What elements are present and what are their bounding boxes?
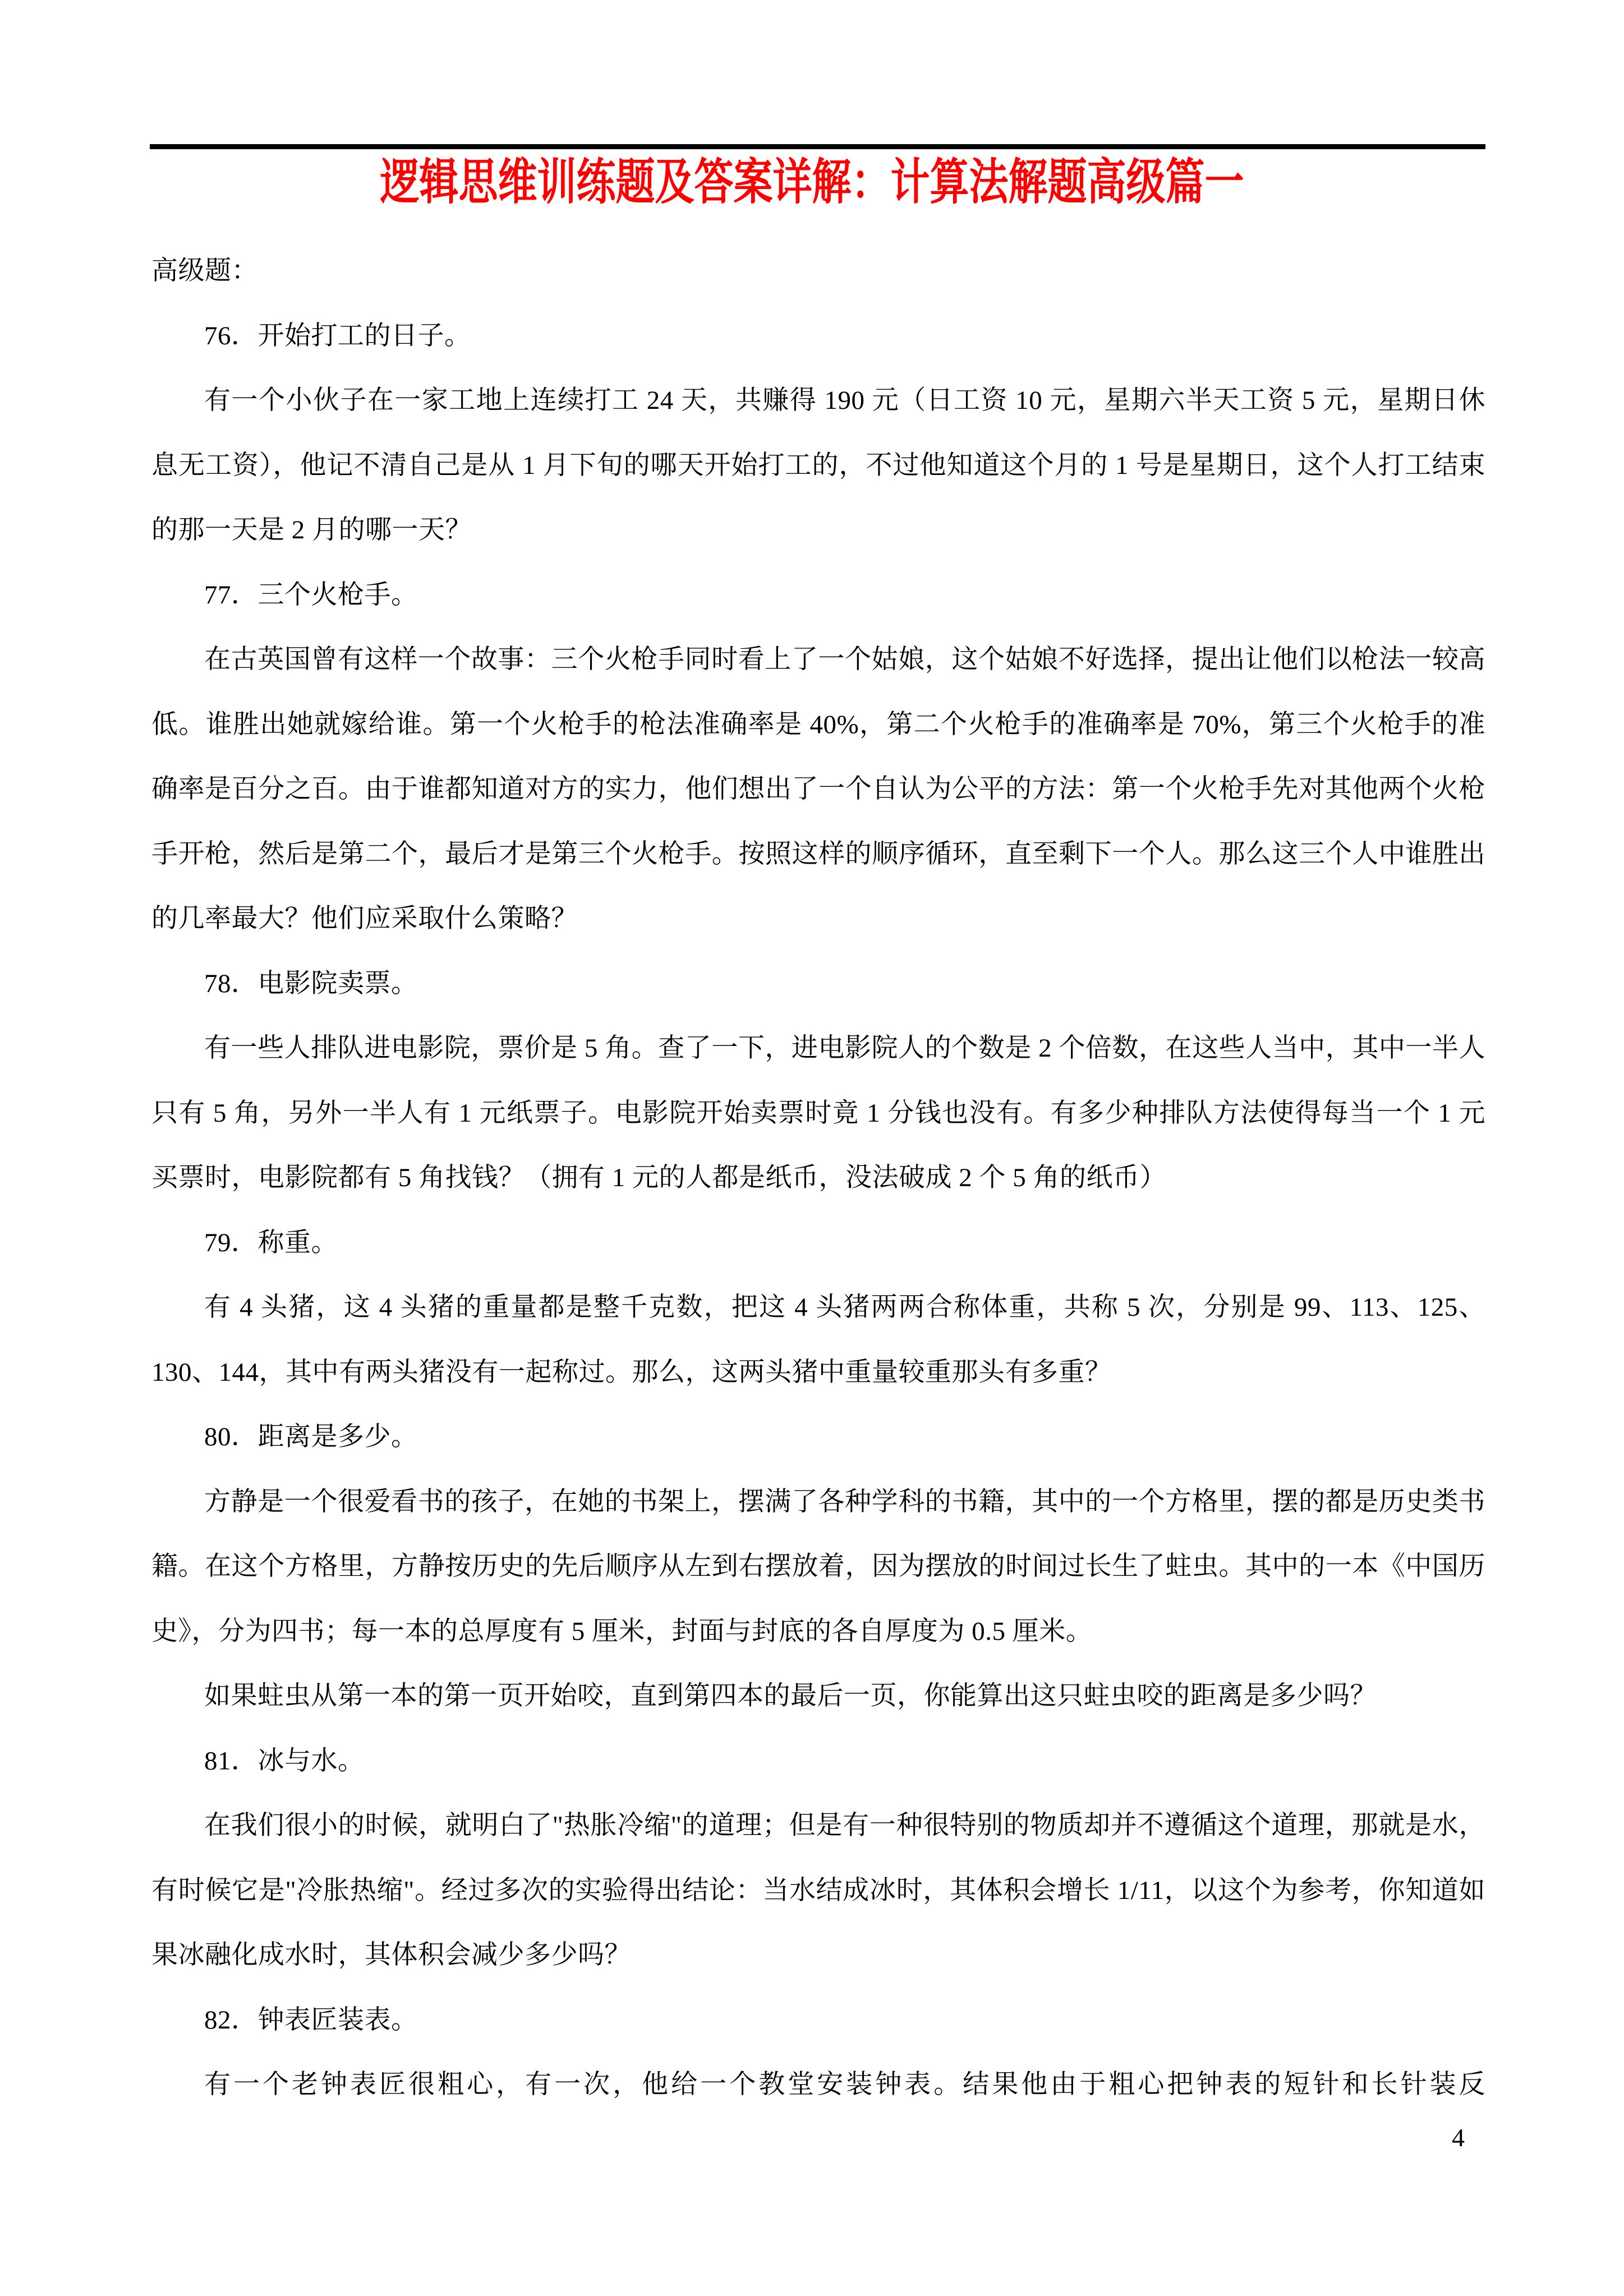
paragraph: 78．电影院卖票。 (204, 969, 418, 998)
paragraph: 方静是一个很爱看书的孩子，在她的书架上，摆满了各种学科的书籍，其中的一个方格里，摆的都是历史类书籍。在这个方格里，方静按历史的先后顺序从左到右摆放着，因为摆放的时间过长生了蛀虫。其中的一本《中国历史》，分为四书；每一本的总厚度有 5 厘米，封面与封底的各自厚度为 0.5 厘米。 (151, 1487, 1485, 1646)
document-body (151, 239, 1485, 2118)
page-number: 4 (1452, 2123, 1465, 2152)
paragraph: 77．三个火枪手。 (204, 580, 418, 610)
paragraph: 如果蛀虫从第一本的第一页开始咬，直到第四本的最后一页，你能算出这只蛀虫咬的距离是多少吗？ (204, 1681, 1377, 1711)
paragraph: 79．称重。 (204, 1228, 338, 1257)
paragraph: 有一个老钟表匠很粗心，有一次，他给一个教堂安装钟表。结果他由于粗心把钟表的短针和长针装反 (204, 2070, 1485, 2099)
paragraph: 在古英国曾有这样一个故事：三个火枪手同时看上了一个姑娘，这个姑娘不好选择，提出让他们以枪法一较高低。谁胜出她就嫁给谁。第一个火枪手的枪法准确率是 40%，第二个火枪手的准确率是 70%，第三个火枪手的准确率是百分之百。由于谁都知道对方的实力，他们想出了一个自认为公平的方法：第一个火枪手先对其他两个火枪手开枪，然后是第二个，最后才是第三个火枪手。按照这样的顺序循环，直至剩下一个人。那么这三个人中谁胜出的几率最大？他们应采取什么策略？ (151, 645, 1485, 933)
paragraph: 76．开始打工的日子。 (204, 321, 471, 351)
paragraph: 有一个小伙子在一家工地上连续打工 24 天，共赚得 190 元（日工资 10 元，星期六半天工资 5 元，星期日休息无工资），他记不清自己是从 1 月下旬的哪天开始打工的，不过他知道这个月的 1 号是星期日，这个人打工结束的那一天是 2 月的哪一天？ (151, 386, 1485, 545)
paragraph: 在我们很小的时候，就明白了"热胀冷缩"的道理；但是有一种很特别的物质却并不遵循这个道理，那就是水，有时候它是"冷胀热缩"。经过多次的实验得出结论：当水结成冰时，其体积会增长 1/11，以这个为参考，你知道如果冰融化成水时，其体积会减少多少吗？ (151, 1811, 1485, 1970)
paragraph: 有一些人排队进电影院，票价是 5 角。查了一下，进电影院人的个数是 2 个倍数，在这些人当中，其中一半人只有 5 角，另外一半人有 1 元纸票子。电影院开始卖票时竟 1 分钱也没有。有多少种排队方法使得每当一个 1 元买票时，电影院都有 5 角找钱？（拥有 1 元的人都是纸币，没法破成 2 个 5 角的纸币） (151, 1034, 1485, 1192)
page-title: 逻辑思维训练题及答案详解：计算法解题高级篇一 (380, 156, 1244, 210)
paragraph: 81．冰与水。 (204, 1746, 365, 1776)
paragraph: 有 4 头猪，这 4 头猪的重量都是整千克数，把这 4 头猪两两合称体重，共称 5 次，分别是 99、113、125、130、144，其中有两头猪没有一起称过。那么，这两头猪中重量较重那头有多重？ (151, 1293, 1485, 1387)
paragraph: 80．距离是多少。 (204, 1422, 418, 1451)
paragraph: 高级题： (151, 256, 258, 285)
paragraph: 82．钟表匠装表。 (204, 2005, 418, 2035)
